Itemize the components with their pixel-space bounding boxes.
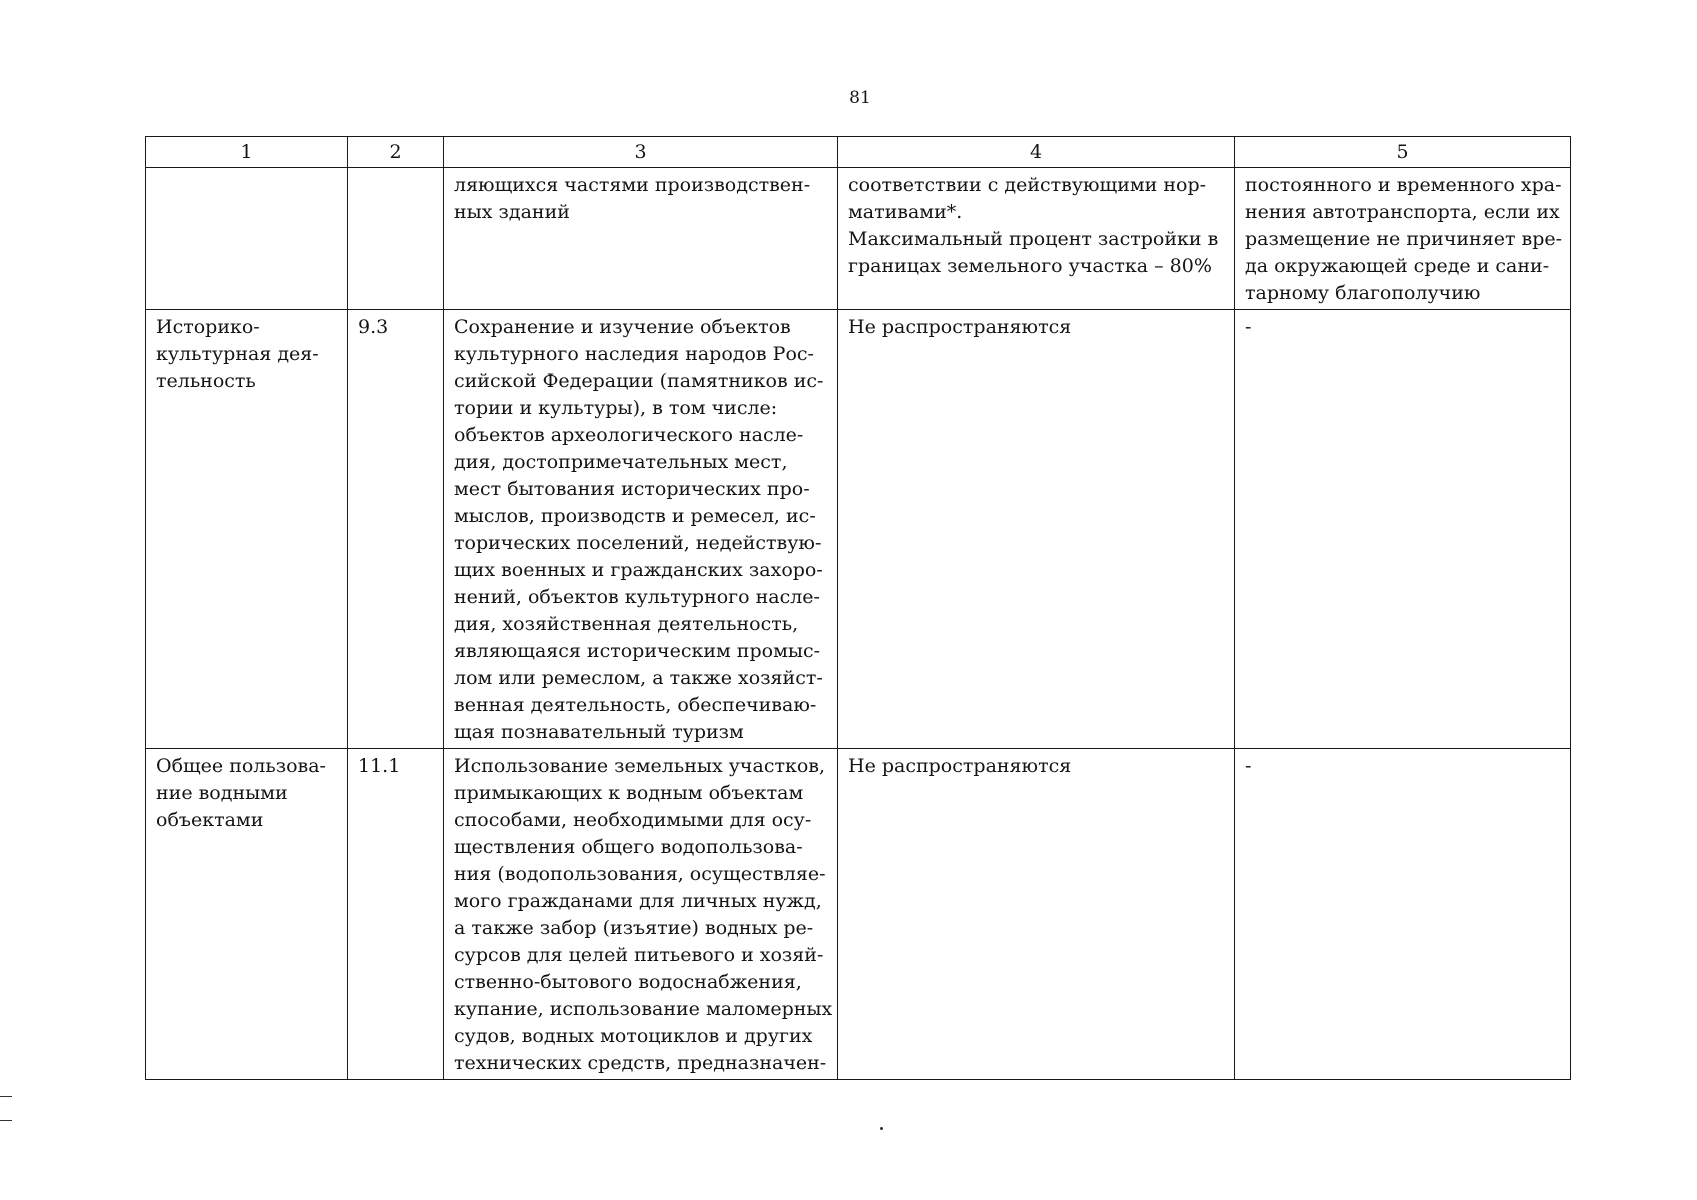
text-line: венная деятельность, обеспечиваю-	[454, 694, 817, 716]
header-row	[146, 137, 1571, 168]
cell-name	[146, 749, 348, 1080]
cell-parameters	[838, 749, 1235, 1080]
text-line: ных зданий	[454, 201, 570, 223]
text-line: щих военных и гражданских захоро-	[454, 559, 823, 581]
table-row-historical-cultural	[146, 310, 1571, 749]
text-line: способами, необходимыми для осу-	[454, 809, 812, 831]
cell-description	[444, 749, 838, 1080]
text-line: размещение не причиняет вре-	[1245, 228, 1563, 250]
text-line: Общее пользова-	[156, 755, 326, 777]
text-line: -	[1245, 755, 1252, 777]
text-line: Не распространяются	[848, 755, 1072, 777]
text-line: технических средств, предназначен-	[454, 1052, 827, 1074]
text-line: объектами	[156, 809, 264, 831]
text-line: мативами*.	[848, 201, 963, 223]
cell-parameters	[838, 168, 1235, 310]
table-row-water-use	[146, 749, 1571, 1080]
cell-conditions	[1235, 168, 1571, 310]
table-row-continuation	[146, 168, 1571, 310]
column-header-3: 3	[444, 137, 838, 168]
text-line: тельность	[156, 370, 256, 392]
text-line: тарному благополучию	[1245, 282, 1481, 304]
text-line: торических поселений, недействую-	[454, 532, 822, 554]
column-header-2: 2	[348, 137, 444, 168]
text-line: культурная дея-	[156, 343, 319, 365]
text-line: сурсов для целей питьевого и хозяй-	[454, 944, 824, 966]
column-header-4: 4	[838, 137, 1235, 168]
text-line: щая познавательный туризм	[454, 721, 744, 743]
text-line: примыкающих к водным объектам	[454, 782, 804, 804]
cell-parameters	[838, 310, 1235, 749]
cell-name	[146, 310, 348, 749]
text-line: ние водными	[156, 782, 288, 804]
text-line: нения автотранспорта, если их	[1245, 201, 1560, 223]
cell-name	[146, 168, 348, 310]
text-line: а также забор (изъятие) водных ре-	[454, 917, 814, 939]
text-line: сийской Федерации (памятников ис-	[454, 370, 824, 392]
text-line: ния (водопользования, осуществляе-	[454, 863, 826, 885]
text-line: ществления общего водопользова-	[454, 836, 803, 858]
text-line: купание, использование маломерных	[454, 998, 833, 1020]
text-line: Сохранение и изучение объектов	[454, 316, 791, 338]
text-line: границах земельного участка – 80%	[848, 255, 1212, 277]
text-line: Историко-	[156, 316, 260, 338]
scan-edge-mark	[0, 1120, 12, 1121]
text-line: -	[1245, 316, 1252, 338]
text-line: мыслов, производств и ремесел, ис-	[454, 505, 816, 527]
column-header-1: 1	[146, 137, 348, 168]
cell-description	[444, 168, 838, 310]
text-line: мого гражданами для личных нужд,	[454, 890, 822, 912]
scan-edge-mark	[0, 1096, 12, 1097]
text-line: дия, достопримечательных мест,	[454, 451, 788, 473]
cell-conditions	[1235, 310, 1571, 749]
cell-conditions	[1235, 749, 1571, 1080]
text-line: да окружающей среде и сани-	[1245, 255, 1550, 277]
text-line: лом или ремеслом, а также хозяйст-	[454, 667, 823, 689]
text-line: объектов археологического насле-	[454, 424, 804, 446]
regulation-table	[145, 136, 1571, 1080]
cell-code: 11.1	[348, 749, 444, 1080]
text-line: ственно-бытового водоснабжения,	[454, 971, 802, 993]
text-line: судов, водных мотоциклов и других	[454, 1025, 813, 1047]
cell-code: 9.3	[348, 310, 444, 749]
text-line: являющаяся историческим промыс-	[454, 640, 821, 662]
text-line: культурного наследия народов Рос-	[454, 343, 814, 365]
text-line: тории и культуры), в том числе:	[454, 397, 778, 419]
text-line: нений, объектов культурного насле-	[454, 586, 820, 608]
text-line: Максимальный процент застройки в	[848, 228, 1219, 250]
text-line: ляющихся частями производствен-	[454, 174, 811, 196]
column-header-5: 5	[1235, 137, 1571, 168]
text-line: Не распространяются	[848, 316, 1072, 338]
page-number: 81	[849, 88, 871, 108]
cell-code	[348, 168, 444, 310]
text-line: мест бытования исторических про-	[454, 478, 810, 500]
text-line: Использование земельных участков,	[454, 755, 826, 777]
cell-description	[444, 310, 838, 749]
text-line: соответствии с действующими нор-	[848, 174, 1207, 196]
text-line: дия, хозяйственная деятельность,	[454, 613, 799, 635]
text-line: постоянного и временного хра-	[1245, 174, 1562, 196]
scan-dot	[880, 1127, 883, 1130]
